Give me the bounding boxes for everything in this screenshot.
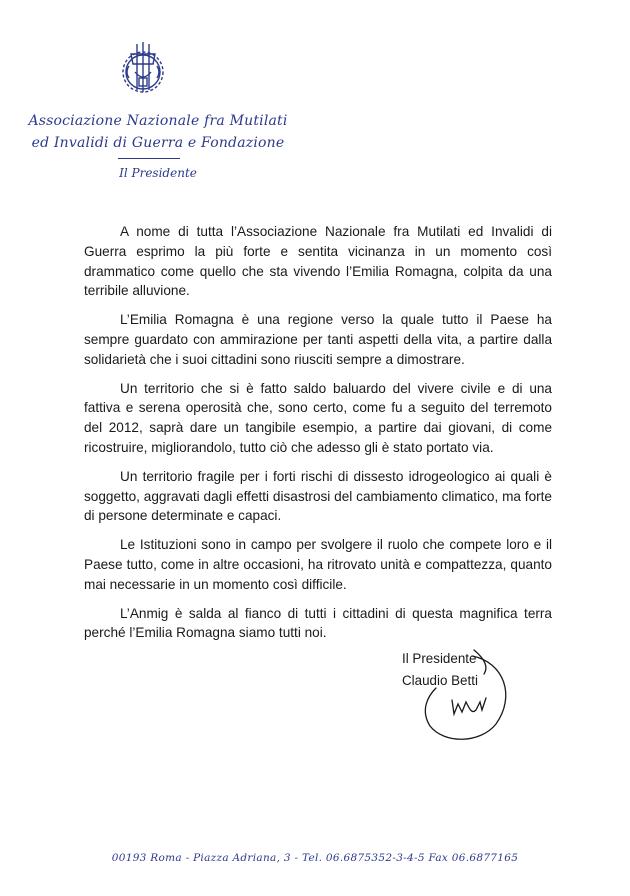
letterhead-title: Il Presidente xyxy=(119,166,197,180)
paragraph: Un territorio che si è fatto saldo baluardo del vivere civile e di una fattiva e serena operosità che, sono certo, come fu a seguito del terremoto del 2012, saprà dare un tangibile esempio, a partire dai giovani, di come ricostruire, migliorandolo, tutto ciò che adesso gli è stato portato via. xyxy=(84,380,552,455)
anmig-emblem-icon xyxy=(117,38,169,100)
organization-name xyxy=(28,110,288,154)
paragraph: A nome di tutta l’Associazione Nazionale fra Mutilati ed Invalidi di Guerra esprimo la più forte e sentita vicinanza in un momento così drammatico come quello che sta vivendo l’Emilia Romagna, colpita da una terribile alluvione. xyxy=(84,224,552,299)
letterhead-divider xyxy=(118,158,180,159)
org-line-1: Associazione Nazionale fra Mutilati xyxy=(28,113,288,129)
paragraph: L’Emilia Romagna è una regione verso la quale tutto il Paese ha sempre guardato con ammirazione per tanti aspetti della vita, a partire dalla solidarietà che i suoi cittadini sono riusciti sempre a dimostrare. xyxy=(84,312,552,367)
handwritten-signature-icon xyxy=(400,640,520,748)
paragraph: Le Istituzioni sono in campo per svolgere il ruolo che compete loro e il Paese tutto, come in altre occasioni, ha ritrovato unità e compattezza, quanto mai necessarie in un momento così difficile. xyxy=(84,537,552,592)
signature-role: Il Presidente xyxy=(402,651,477,666)
letter-body xyxy=(84,222,552,652)
paragraph: L’Anmig è salda al fianco di tutti i cittadini di questa magnifica terra perché l’Emilia Romagna siamo tutti noi. xyxy=(84,605,552,641)
footer-address: 00193 Roma - Piazza Adriana, 3 - Tel. 06.6875352-3-4-5 Fax 06.6877165 xyxy=(111,852,519,864)
org-line-2: ed Invalidi di Guerra e Fondazione xyxy=(31,135,285,151)
paragraph: Un territorio fragile per i forti rischi di dissesto idrogeologico ai quali è soggetto, aggravati dagli effetti disastrosi del cambiamento climatico, ma forte di persone determinate e capaci. xyxy=(84,468,552,524)
signature-name: Claudio Betti xyxy=(402,673,478,688)
